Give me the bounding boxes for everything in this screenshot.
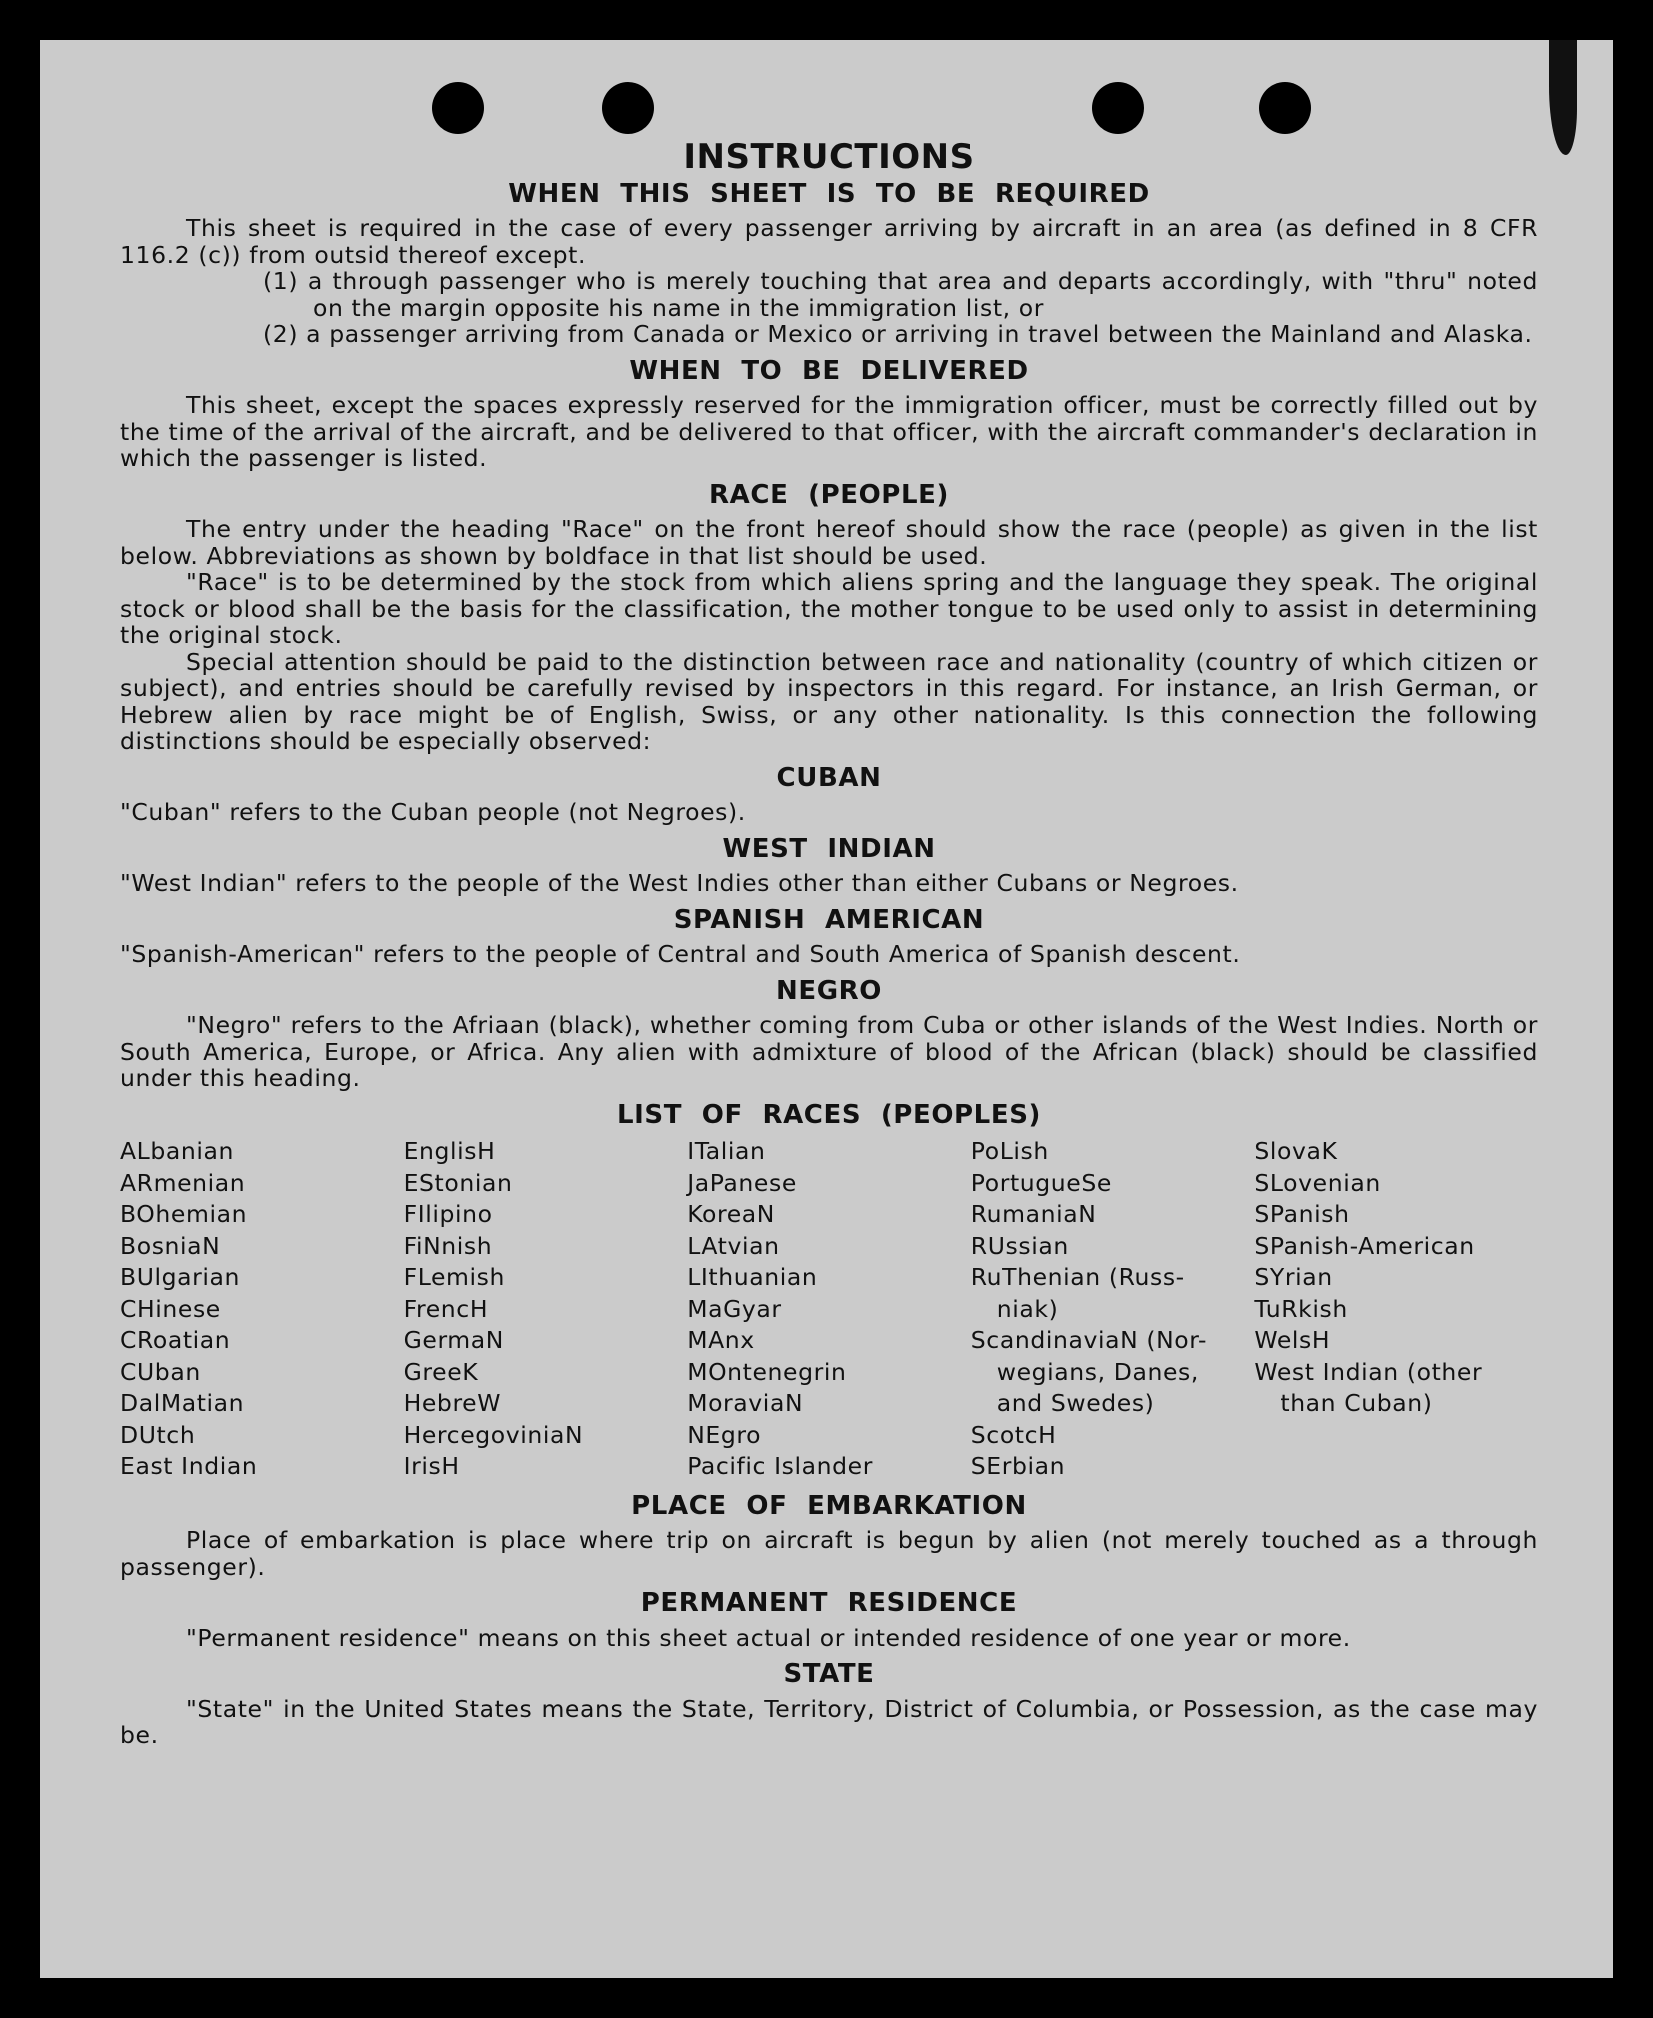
- race-entry: EStonian: [403, 1168, 513, 1197]
- paragraph: "State" in the United States means the State, Territory, District of Columbia, or Possession, as the case may be.: [120, 1694, 1538, 1749]
- races-column: [404, 1136, 688, 1483]
- race-entry: niak): [996, 1294, 1059, 1323]
- race-entry: HercegoviniaN: [403, 1420, 584, 1449]
- heading-west-indian: WEST INDIAN: [722, 833, 936, 864]
- race-entry: ScotcH: [970, 1420, 1057, 1449]
- heading-place-of-embarkation: PLACE OF EMBARKATION: [631, 1490, 1027, 1521]
- race-entry: MaGyar: [687, 1294, 782, 1323]
- paragraph: "Cuban" refers to the Cuban people (not Negroes).: [120, 798, 746, 826]
- instructions-content: [120, 137, 1538, 1749]
- heading-race-people: RACE (PEOPLE): [709, 479, 949, 510]
- race-entry: SYrian: [1254, 1263, 1333, 1291]
- race-entry: BOhemian: [120, 1200, 248, 1228]
- race-entry: EnglisH: [403, 1137, 496, 1165]
- race-entry: BosniaN: [120, 1231, 221, 1260]
- race-entry: WelsH: [1254, 1326, 1331, 1354]
- heading-cuban: CUBAN: [776, 762, 882, 793]
- race-entry: KoreaN: [687, 1200, 775, 1228]
- races-list: [120, 1136, 1538, 1483]
- race-entry: IrisH: [403, 1452, 460, 1480]
- race-entry: and Swedes): [996, 1389, 1155, 1417]
- race-entry: PortugueSe: [970, 1168, 1112, 1197]
- race-entry: LIthuanian: [687, 1263, 818, 1291]
- paragraph: The entry under the heading "Race" on the front hereof should show the race (people) as given in the list below. Abbreviations as shown by boldface in that list should be used.: [120, 515, 1538, 570]
- paragraph: "West Indian" refers to the people of the West Indies other than either Cubans or Negroes.: [120, 869, 1239, 897]
- race-entry: MOntenegrin: [687, 1357, 847, 1386]
- race-entry: SLovenian: [1254, 1168, 1381, 1197]
- race-entry: West Indian (other: [1254, 1357, 1483, 1386]
- race-entry: NEgro: [687, 1420, 762, 1449]
- exception-item: (1) a through passenger who is merely touching that area and departs accordingly, with "thru" noted on the margin opposite his name in the immigration list, or: [263, 267, 1538, 322]
- sections-top: [120, 178, 1538, 1092]
- race-entry: ARmenian: [120, 1168, 246, 1197]
- page-title: INSTRUCTIONS: [683, 137, 975, 177]
- exception-item: (2) a passenger arriving from Canada or Mexico or arriving in travel between the Mainland and Alaska.: [263, 320, 1533, 348]
- race-entry: DUtch: [120, 1420, 196, 1449]
- race-entry: JaPanese: [687, 1168, 797, 1197]
- race-entry: SlovaK: [1254, 1137, 1338, 1165]
- races-column: [1254, 1136, 1538, 1483]
- sections-bottom: [120, 1490, 1538, 1749]
- race-entry: CRoatian: [120, 1326, 231, 1354]
- race-entry: than Cuban): [1280, 1389, 1433, 1417]
- paragraph: This sheet, except the spaces expressly reserved for the immigration officer, must be correctly filled out by the time of the arrival of the aircraft, and be delivered to that officer, with the aircraft commander's declaration in which the passenger is listed.: [120, 391, 1538, 472]
- race-entry: CHinese: [120, 1294, 221, 1323]
- race-entry: SPanish-American: [1254, 1231, 1475, 1260]
- races-column: [971, 1136, 1255, 1483]
- race-entry: SErbian: [970, 1452, 1066, 1480]
- race-entry: MoraviaN: [687, 1389, 804, 1417]
- race-entry: BUlgarian: [120, 1263, 241, 1291]
- races-heading: LIST OF RACES (PEOPLES): [616, 1099, 1042, 1130]
- punch-hole: [1259, 82, 1311, 134]
- paragraph: Special attention should be paid to the distinction between race and nationality (country of which citizen or subject), and entries should be carefully revised by inspectors in this regard. For instance, an Irish German, or Hebrew alien by race might be of English, Swiss, or any other nationality. Is this connection the following distinctions should be especially observed:: [120, 647, 1538, 755]
- race-entry: DalMatian: [120, 1389, 245, 1417]
- heading-state: STATE: [783, 1659, 875, 1689]
- heading-when-to-be-delivered: WHEN TO BE DELIVERED: [629, 355, 1029, 386]
- race-entry: ITalian: [687, 1137, 766, 1165]
- heading-spanish-american: SPANISH AMERICAN: [673, 904, 985, 935]
- paragraph: This sheet is required in the case of every passenger arriving by aircraft in an area (as defined in 8 CFR 116.2 (c)) from outsid thereof except.: [120, 214, 1538, 269]
- race-entry: FiNnish: [403, 1231, 493, 1260]
- race-entry: Pacific Islander: [687, 1452, 873, 1480]
- race-entry: CUban: [120, 1357, 201, 1386]
- race-entry: RuThenian (Russ-: [970, 1263, 1185, 1291]
- paragraph: "Negro" refers to the Afriaan (black), whether coming from Cuba or other islands of the West Indies. North or South America, Europe, or Africa. Any alien with admixture of blood of the African (black) should be classified under this heading.: [120, 1011, 1538, 1092]
- heading-permanent-residence: PERMANENT RESIDENCE: [640, 1588, 1018, 1618]
- race-entry: ALbanian: [120, 1137, 235, 1165]
- races-column: [687, 1136, 971, 1483]
- race-entry: SPanish: [1254, 1200, 1350, 1228]
- race-entry: FIlipino: [403, 1200, 493, 1228]
- race-entry: RumaniaN: [970, 1200, 1097, 1228]
- race-entry: RUssian: [970, 1231, 1069, 1260]
- torn-corner: [1549, 40, 1577, 155]
- race-entry: PoLish: [970, 1137, 1049, 1165]
- paragraph: "Race" is to be determined by the stock from which aliens spring and the language they speak. The original stock or blood shall be the basis for the classification, the mother tongue to be used only to assist in determining the original stock.: [120, 568, 1538, 649]
- paragraph: Place of embarkation is place where trip on aircraft is begun by alien (not merely touched as a through passenger).: [120, 1526, 1538, 1581]
- paragraph: "Spanish-American" refers to the people of Central and South America of Spanish descent.: [120, 940, 1241, 968]
- race-entry: HebreW: [403, 1389, 502, 1417]
- race-entry: FLemish: [403, 1263, 506, 1291]
- race-entry: TuRkish: [1254, 1294, 1348, 1323]
- race-entry: FrencH: [403, 1294, 489, 1323]
- race-entry: ScandinaviaN (Nor-: [970, 1326, 1208, 1354]
- race-entry: LAtvian: [687, 1231, 780, 1260]
- heading-negro: NEGRO: [776, 975, 882, 1006]
- document-sheet: [40, 40, 1613, 1978]
- race-entry: GreeK: [403, 1357, 479, 1386]
- paragraph: "Permanent residence" means on this sheet actual or intended residence of one year or more.: [186, 1623, 1351, 1652]
- punch-hole: [432, 82, 484, 134]
- punch-hole: [1092, 82, 1144, 134]
- race-entry: MAnx: [687, 1326, 755, 1354]
- races-column: [120, 1136, 404, 1483]
- race-entry: East Indian: [120, 1452, 258, 1480]
- punch-hole: [602, 82, 654, 134]
- heading-when-this-sheet-is-to-be-required: WHEN THIS SHEET IS TO BE REQUIRED: [508, 178, 1150, 209]
- race-entry: GermaN: [403, 1326, 504, 1354]
- race-entry: wegians, Danes,: [996, 1357, 1199, 1386]
